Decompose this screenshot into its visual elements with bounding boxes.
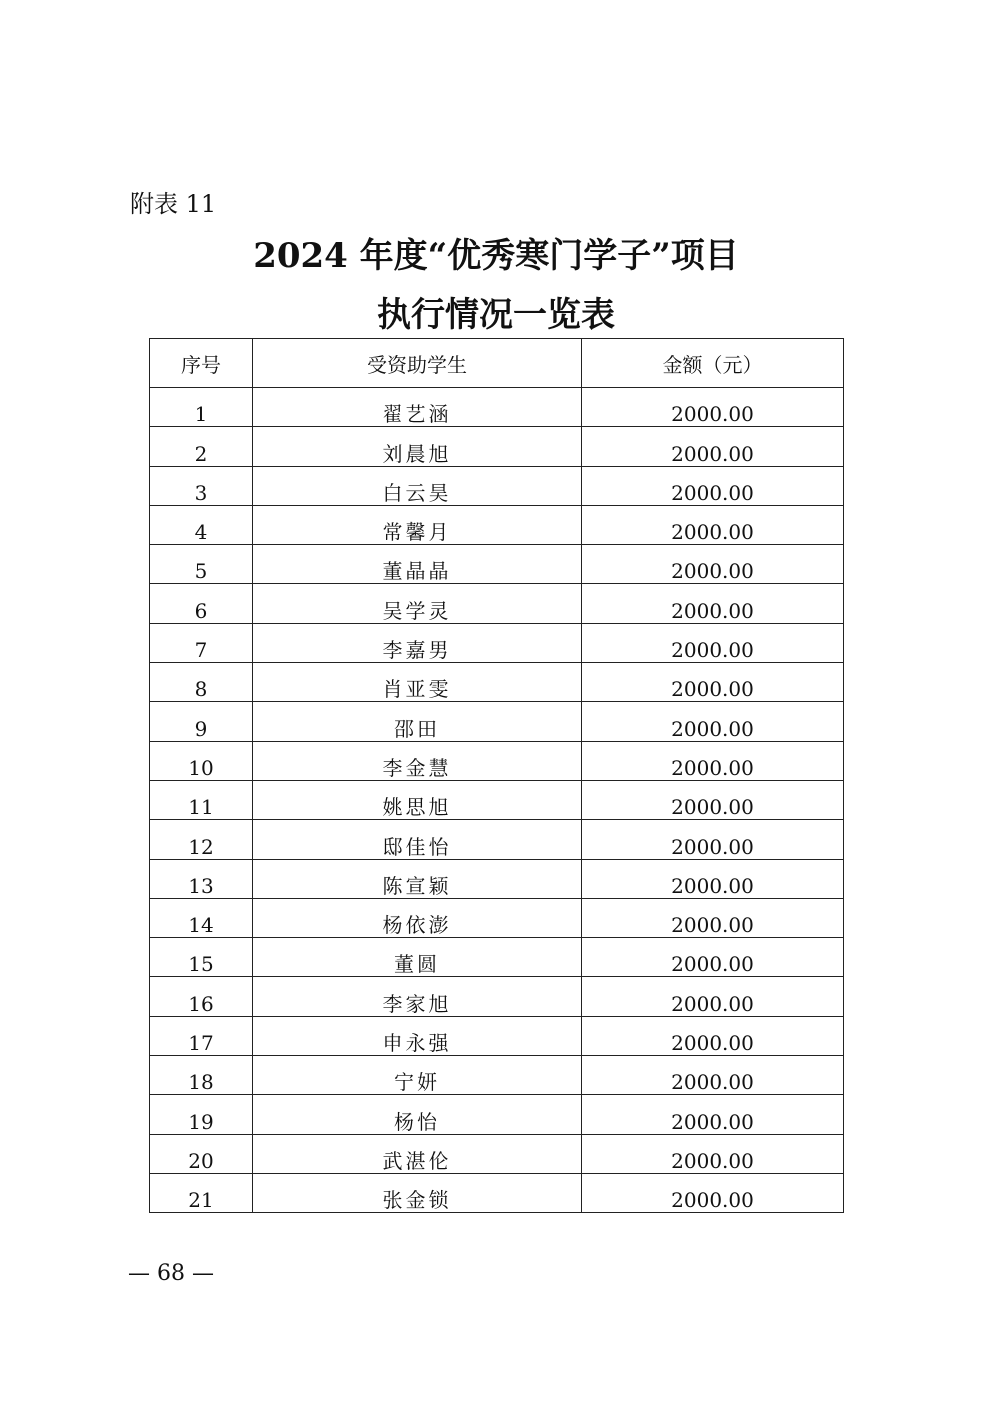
- row-student-name: 陈宣颖: [253, 859, 582, 898]
- row-index: 14: [150, 898, 253, 937]
- appendix-label: 附表 11: [130, 190, 217, 218]
- table-row: [150, 977, 844, 1016]
- row-amount: 2000.00: [582, 702, 844, 741]
- recipients-table: [149, 338, 844, 1213]
- table-row: [150, 1095, 844, 1134]
- row-amount: 2000.00: [582, 1056, 844, 1095]
- table-row: [150, 1056, 844, 1095]
- table-row: [150, 702, 844, 741]
- table-row: [150, 1173, 844, 1212]
- row-amount: 2000.00: [582, 623, 844, 662]
- row-student-name: 邵田: [253, 702, 582, 741]
- header-student: 受资助学生: [253, 339, 582, 388]
- table-row: [150, 1016, 844, 1055]
- page-number: — 68 —: [128, 1261, 214, 1286]
- table-row: [150, 427, 844, 466]
- table-row: [150, 584, 844, 623]
- row-index: 10: [150, 741, 253, 780]
- table-row: [150, 505, 844, 544]
- row-student-name: 常馨月: [253, 505, 582, 544]
- row-index: 3: [150, 466, 253, 505]
- document-title-line-2: 执行情况一览表: [377, 295, 615, 335]
- row-amount: 2000.00: [582, 820, 844, 859]
- row-index: 20: [150, 1134, 253, 1173]
- row-amount: 2000.00: [582, 505, 844, 544]
- table-row: [150, 466, 844, 505]
- row-amount: 2000.00: [582, 780, 844, 819]
- row-amount: 2000.00: [582, 977, 844, 1016]
- row-index: 8: [150, 663, 253, 702]
- row-amount: 2000.00: [582, 938, 844, 977]
- row-amount: 2000.00: [582, 1173, 844, 1212]
- table-row: [150, 545, 844, 584]
- row-amount: 2000.00: [582, 1095, 844, 1134]
- table-row: [150, 663, 844, 702]
- header-amount: 金额（元）: [582, 339, 844, 388]
- table-row: [150, 820, 844, 859]
- row-amount: 2000.00: [582, 427, 844, 466]
- row-student-name: 肖亚雯: [253, 663, 582, 702]
- row-amount: 2000.00: [582, 859, 844, 898]
- table-row: [150, 859, 844, 898]
- table-body: [150, 388, 844, 1213]
- table-row: [150, 938, 844, 977]
- row-student-name: 吴学灵: [253, 584, 582, 623]
- row-student-name: 李嘉男: [253, 623, 582, 662]
- row-student-name: 姚思旭: [253, 780, 582, 819]
- row-index: 15: [150, 938, 253, 977]
- row-index: 11: [150, 780, 253, 819]
- row-student-name: 董圆: [253, 938, 582, 977]
- row-amount: 2000.00: [582, 1016, 844, 1055]
- table-row: [150, 388, 844, 427]
- row-student-name: 宁妍: [253, 1056, 582, 1095]
- row-student-name: 杨依澎: [253, 898, 582, 937]
- row-student-name: 董晶晶: [253, 545, 582, 584]
- table-row: [150, 1134, 844, 1173]
- row-amount: 2000.00: [582, 466, 844, 505]
- row-student-name: 翟艺涵: [253, 388, 582, 427]
- row-amount: 2000.00: [582, 1134, 844, 1173]
- row-student-name: 白云昊: [253, 466, 582, 505]
- row-index: 9: [150, 702, 253, 741]
- row-student-name: 刘晨旭: [253, 427, 582, 466]
- row-index: 5: [150, 545, 253, 584]
- row-index: 16: [150, 977, 253, 1016]
- row-student-name: 李家旭: [253, 977, 582, 1016]
- table-row: [150, 623, 844, 662]
- header-index: 序号: [150, 339, 253, 388]
- row-amount: 2000.00: [582, 584, 844, 623]
- row-index: 19: [150, 1095, 253, 1134]
- table-row: [150, 780, 844, 819]
- row-amount: 2000.00: [582, 741, 844, 780]
- row-amount: 2000.00: [582, 898, 844, 937]
- row-amount: 2000.00: [582, 388, 844, 427]
- document-title-line-1: 2024 年度“优秀寒门学子”项目: [253, 236, 739, 276]
- row-index: 7: [150, 623, 253, 662]
- row-amount: 2000.00: [582, 663, 844, 702]
- row-student-name: 邸佳怡: [253, 820, 582, 859]
- row-index: 21: [150, 1173, 253, 1212]
- row-index: 4: [150, 505, 253, 544]
- row-student-name: 申永强: [253, 1016, 582, 1055]
- table-header-row: [150, 339, 844, 388]
- row-student-name: 杨怡: [253, 1095, 582, 1134]
- row-index: 2: [150, 427, 253, 466]
- row-student-name: 李金慧: [253, 741, 582, 780]
- row-student-name: 张金锁: [253, 1173, 582, 1212]
- row-index: 6: [150, 584, 253, 623]
- row-index: 13: [150, 859, 253, 898]
- row-index: 17: [150, 1016, 253, 1055]
- row-student-name: 武湛伦: [253, 1134, 582, 1173]
- row-index: 18: [150, 1056, 253, 1095]
- row-amount: 2000.00: [582, 545, 844, 584]
- row-index: 1: [150, 388, 253, 427]
- table-row: [150, 741, 844, 780]
- table-row: [150, 898, 844, 937]
- row-index: 12: [150, 820, 253, 859]
